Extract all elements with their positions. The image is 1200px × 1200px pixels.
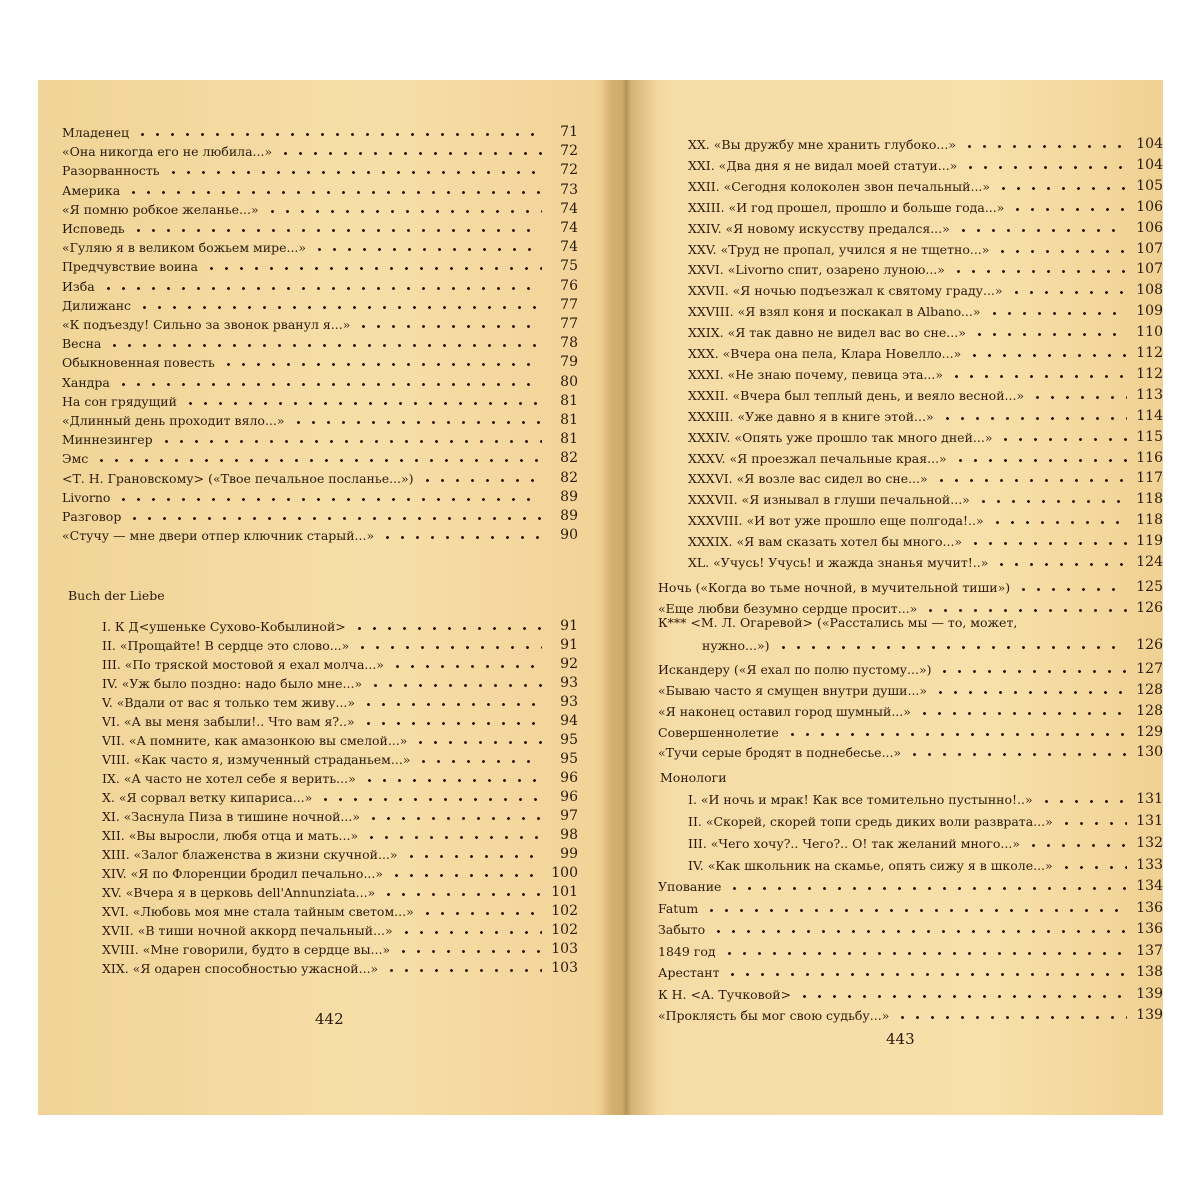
toc-entry (688, 255, 1163, 277)
dot-leader (127, 517, 542, 520)
entry-page-number: 107 (1136, 261, 1163, 278)
entry-page-number: 136 (1136, 899, 1163, 916)
toc-entry (102, 954, 578, 976)
entry-page-number: 82 (560, 469, 578, 486)
dot-leader (967, 354, 1127, 357)
entry-page-number: 132 (1136, 835, 1163, 851)
entry-title: Дилижанс (62, 297, 132, 313)
toc-entry (688, 851, 1163, 873)
entry-title: III. «Чего хочу?.. Чего?.. О! так желаний много...» (688, 836, 1020, 851)
entry-title: XXVI. «Livorno спит, озарено луною...» (688, 262, 945, 278)
entry-page-number: 103 (551, 960, 578, 976)
entry-title: XXXIV. «Опять уже прошло так много дней...» (688, 429, 993, 445)
entry-page-number: 136 (1136, 921, 1163, 937)
dot-leader (996, 187, 1127, 190)
dot-leader (956, 229, 1127, 232)
toc-entry (658, 738, 1163, 760)
entry-title: XXVII. «Я ночью подъезжал к святому граду...» (688, 283, 1003, 299)
dot-leader (355, 646, 542, 649)
entry-title: Ночь («Когда во тьме ночной, в мучительной тиши») (658, 580, 1011, 595)
entry-page-number: 96 (560, 770, 578, 786)
entry-title: XVI. «Любовь моя мне стала тайным светом...» (102, 904, 414, 919)
toc-entry (688, 235, 1163, 257)
entry-page-number: 105 (1136, 177, 1163, 194)
dot-leader (183, 402, 542, 405)
toc-entry (688, 444, 1163, 466)
entry-title: XXXV. «Я проезжал печальные края...» (688, 450, 947, 466)
entry-page-number: 89 (560, 508, 578, 524)
entry-title: Эмс (62, 451, 89, 467)
entry-title: XXXVII. «Я изнывал в глуши печальной...» (688, 492, 970, 508)
entry-title: «Я помню робкое желанье...» (62, 201, 259, 217)
entry-title: IV. «Уж было поздно: надо было мне...» (102, 676, 363, 691)
entry-page-number: 91 (560, 618, 578, 634)
entry-title: «Бываю часто я смущен внутри души...» (658, 682, 928, 698)
entry-title: XXIV. «Я новому искусству предался...» (688, 220, 950, 236)
right-page (618, 80, 1163, 1115)
entry-title: II. «Скорей, скорей топи средь диких воли разврата...» (688, 814, 1053, 829)
entry-title: XV. «Вчера я в церковь dell'Annunziata...» (102, 885, 376, 900)
entry-page-number: 89 (560, 488, 578, 505)
entry-page-number: 117 (1136, 470, 1163, 487)
entry-page-number: 99 (560, 846, 578, 862)
dot-leader (384, 969, 542, 972)
toc-entry (658, 872, 1163, 894)
toc-entry (688, 130, 1163, 152)
entry-page-number: 75 (560, 258, 578, 275)
toc-entry (658, 937, 1163, 959)
dot-leader (990, 521, 1127, 524)
dot-leader (396, 950, 542, 953)
dot-leader (362, 779, 542, 782)
dot-leader (953, 459, 1127, 462)
dot-leader (797, 995, 1127, 998)
entry-title: Искандеру («Я ехал по полю пустому...») (658, 661, 932, 677)
dot-leader (413, 741, 542, 744)
dot-leader (107, 344, 542, 347)
dot-leader (318, 798, 542, 801)
toc-entry (688, 485, 1163, 507)
dot-leader (101, 287, 542, 290)
entry-title: III. «По тряской мостовой я ехал молча...» (102, 657, 384, 672)
dot-leader (923, 609, 1127, 612)
entry-title: Исповедь (62, 221, 125, 236)
toc-entry (658, 1001, 1163, 1023)
entry-page-number: 128 (1136, 681, 1163, 698)
entry-title: XXXII. «Вчера был теплый день, и веяло весной...» (688, 387, 1025, 403)
dot-leader (389, 874, 542, 877)
dot-leader (204, 267, 542, 270)
entry-title: «Еще любви безумно сердце просит...» (658, 600, 918, 616)
dot-leader (785, 733, 1127, 736)
dot-leader (917, 712, 1127, 715)
entry-title: V. «Вдали от вас я только тем живу...» (102, 695, 356, 710)
entry-page-number: 133 (1136, 857, 1163, 873)
entry-page-number: 116 (1136, 449, 1163, 466)
entry-title: XIX. «Я одарен способностью ужасной...» (102, 961, 379, 976)
dot-leader (361, 703, 542, 706)
toc-entry (688, 548, 1163, 570)
dot-leader (159, 440, 542, 443)
entry-page-number: 125 (1136, 579, 1163, 595)
entry-page-number: 113 (1136, 386, 1163, 403)
entry-title: Хандра (62, 374, 110, 390)
dot-leader (420, 479, 542, 482)
entry-page-number: 131 (1136, 791, 1163, 807)
toc-entry (688, 381, 1163, 403)
entry-title: нужно...») (702, 637, 770, 653)
left-page (38, 80, 594, 1115)
entry-title: IV. «Как школьник на скамье, опять сижу я в школе...» (688, 858, 1053, 873)
toc-entry (658, 655, 1163, 677)
entry-page-number: 74 (560, 200, 578, 217)
toc-entry (688, 318, 1163, 340)
toc-entry (688, 214, 1163, 236)
dot-leader (399, 931, 542, 934)
toc-entry (688, 339, 1163, 361)
entry-page-number: 102 (551, 922, 578, 938)
dot-leader (135, 133, 542, 136)
dot-leader (364, 836, 542, 839)
entry-page-number: 103 (551, 941, 578, 957)
entry-page-number: 112 (1136, 345, 1163, 361)
entry-title: XXI. «Два дня я не видал моей статуи...» (688, 157, 958, 173)
toc-entry (688, 464, 1163, 486)
toc-entry (658, 980, 1163, 1002)
dot-leader (390, 665, 542, 668)
entry-title: 1849 год (658, 943, 716, 959)
entry-title: «К подъезду! Сильно за звонок рванул я...» (62, 317, 351, 332)
entry-title: I. «И ночь и мрак! Как все томительно пустынно!..» (688, 792, 1033, 807)
toc-entry (62, 521, 578, 543)
entry-page-number: 100 (551, 865, 578, 881)
dot-leader (166, 171, 542, 174)
entry-title: XL. «Учусь! Учусь! и жажда знанья мучит!..» (688, 555, 989, 570)
entry-title: XII. «Вы выросли, любя отца и мать...» (102, 828, 359, 843)
dot-leader (711, 930, 1127, 933)
entry-title: VII. «А помните, как амазонкою вы смелой...» (102, 733, 408, 748)
dot-leader (998, 438, 1127, 441)
dot-leader (951, 270, 1127, 273)
toc-entry (658, 615, 1163, 653)
entry-page-number: 90 (560, 527, 578, 544)
entry-title: Изба (62, 278, 95, 294)
entry-page-number: 134 (1136, 878, 1163, 894)
entry-title: Livorno (62, 489, 111, 505)
entry-page-number: 96 (560, 789, 578, 805)
dot-leader (380, 536, 542, 539)
entry-title: XI. «Заснула Пиза в тишине ночной...» (102, 809, 360, 824)
entry-title: XXXIX. «Я вам сказать хотел бы много...» (688, 534, 963, 550)
toc-entry (688, 402, 1163, 424)
entry-title: Разорванность (62, 163, 160, 179)
entry-title-continuation (658, 633, 1163, 653)
toc-entry (688, 807, 1163, 829)
entry-page-number: 124 (1136, 554, 1163, 570)
toc-entry (658, 573, 1163, 595)
dot-leader (722, 952, 1127, 955)
toc-entry (688, 172, 1163, 194)
entry-page-number: 139 (1136, 1007, 1163, 1023)
entry-page-number: 128 (1136, 702, 1163, 719)
entry-title: XX. «Вы дружбу мне хранить глубоко...» (688, 137, 956, 152)
dot-leader (949, 375, 1127, 378)
dot-leader (933, 691, 1127, 694)
entry-page-number: 92 (560, 656, 578, 672)
entry-title: XXXVIII. «И вот уже прошло еще полгода!..» (688, 513, 984, 529)
entry-page-number: 81 (560, 392, 578, 409)
entry-page-number: 106 (1136, 219, 1163, 236)
entry-page-number: 109 (1136, 303, 1163, 320)
dot-leader (1010, 208, 1127, 211)
entry-title: «Тучи серые бродят в поднебесье...» (658, 745, 902, 761)
dot-leader (404, 855, 542, 858)
entry-title: «Проклясть бы мог свою судьбу...» (658, 1008, 890, 1023)
entry-page-number: 102 (551, 903, 578, 919)
dot-leader (704, 909, 1127, 912)
entry-title: Весна (62, 336, 102, 352)
entry-title: VIII. «Как часто я, измученный страданьем...» (102, 752, 411, 767)
entry-page-number: 106 (1136, 198, 1163, 215)
dot-leader (291, 421, 542, 424)
entry-title: «Она никогда его не любила...» (62, 144, 273, 160)
entry-page-number: 97 (560, 808, 578, 824)
toc-entry (688, 829, 1163, 851)
book-spread (38, 80, 1163, 1115)
dot-leader (312, 248, 542, 251)
entry-title: Совершеннолетие (658, 724, 779, 740)
dot-leader (137, 306, 542, 309)
entry-title: Арестант (658, 965, 720, 980)
dot-leader (116, 383, 542, 386)
dot-leader (937, 670, 1127, 673)
entry-page-number: 93 (560, 694, 578, 710)
entry-page-number: 72 (560, 143, 578, 160)
entry-title: Предчувствие воина (62, 259, 198, 275)
entry-page-number: 137 (1136, 942, 1163, 959)
entry-page-number: 118 (1136, 512, 1163, 529)
entry-page-number: 76 (560, 277, 578, 294)
entry-title: Младенец (62, 125, 130, 140)
entry-page-number: 74 (560, 239, 578, 256)
entry-title: <Т. Н. Грановскому> («Твое печальное посланье...») (62, 470, 414, 486)
entry-page-number: 107 (1136, 240, 1163, 257)
entry-title: Fatum (658, 900, 699, 916)
entry-page-number: 98 (560, 827, 578, 843)
toc-entry (688, 193, 1163, 215)
dot-leader (116, 498, 542, 501)
toc-entry (658, 915, 1163, 937)
entry-title: XXV. «Труд не пропал, учился я не тщетно...» (688, 241, 990, 257)
dot-leader (962, 145, 1127, 148)
dot-leader (940, 417, 1127, 420)
entry-page-number: 139 (1136, 985, 1163, 1002)
toc-entry (688, 276, 1163, 298)
toc-entry (688, 297, 1163, 319)
entry-title: Забыто (658, 922, 706, 937)
dot-leader (776, 646, 1128, 649)
entry-page-number: 81 (560, 431, 578, 448)
entry-page-number: 79 (560, 354, 578, 371)
entry-title: К Н. <А. Тучковой> (658, 986, 792, 1002)
toc-entry (688, 527, 1163, 549)
entry-page-number: 104 (1136, 136, 1163, 152)
page-number: 443 (886, 1030, 915, 1048)
dot-leader (995, 250, 1127, 253)
entry-title: «Гуляю я в великом божьем мире...» (62, 240, 307, 256)
entry-page-number: 112 (1136, 365, 1163, 382)
toc-entry (688, 423, 1163, 445)
entry-title: На сон грядущий (62, 393, 177, 409)
entry-title: XVII. «В тиши ночной аккорд печальный...» (102, 923, 393, 938)
entry-title: Обыкновенная повесть (62, 355, 215, 371)
dot-leader (934, 479, 1127, 482)
dot-leader (1009, 291, 1127, 294)
dot-leader (725, 973, 1127, 976)
entry-page-number: 77 (560, 296, 578, 313)
entry-page-number: 81 (560, 412, 578, 428)
entry-title: I. К Д<ушеньке Сухово-Кобылиной> (102, 619, 346, 634)
entry-title: XXX. «Вчера она пела, Клара Новелло...» (688, 346, 962, 361)
entry-title: XIV. «Я по Флоренции бродил печально...» (102, 866, 384, 881)
toc-entry (658, 676, 1163, 698)
entry-page-number: 94 (560, 713, 578, 729)
entry-page-number: 115 (1136, 428, 1163, 445)
toc-entry (658, 697, 1163, 719)
dot-leader (356, 325, 542, 328)
dot-leader (1039, 800, 1127, 803)
dot-leader (968, 542, 1127, 545)
entry-title: «Я наконец оставил город шумный...» (658, 703, 911, 719)
entry-page-number: 91 (560, 637, 578, 653)
entry-page-number: 126 (1136, 599, 1163, 616)
entry-page-number: 126 (1136, 636, 1163, 653)
entry-page-number: 72 (560, 162, 578, 179)
toc-entry (688, 506, 1163, 528)
dot-leader (221, 363, 542, 366)
toc-entry (658, 958, 1163, 980)
entry-title: XXIX. «Я так давно не видел вас во сне...» (688, 325, 966, 341)
dot-leader (416, 760, 542, 763)
dot-leader (1059, 866, 1127, 869)
toc-entry (688, 785, 1163, 807)
dot-leader (1016, 588, 1127, 591)
entry-title: XXVIII. «Я взял коня и поскакал в Albano...» (688, 304, 981, 320)
entry-page-number: 80 (560, 373, 578, 390)
entry-title: XXXI. «Не знаю почему, певица эта...» (688, 366, 943, 382)
toc-entry (688, 360, 1163, 382)
entry-page-number: 73 (560, 181, 578, 198)
entry-page-number: 119 (1136, 533, 1163, 550)
entry-page-number: 101 (551, 884, 578, 900)
entry-page-number: 131 (1136, 813, 1163, 829)
entry-title: XXIII. «И год прошел, прошло и больше года...» (688, 199, 1005, 215)
dot-leader (987, 312, 1127, 315)
entry-page-number: 114 (1136, 407, 1163, 424)
entry-page-number: 110 (1136, 324, 1163, 341)
entry-page-number: 95 (560, 732, 578, 748)
dot-leader (420, 912, 542, 915)
entry-title: Миннезингер (62, 432, 153, 448)
entry-title: XXII. «Сегодня колоколен звон печальный...» (688, 178, 991, 194)
entry-title: XXXIII. «Уже давно я в книге этой...» (688, 408, 934, 424)
toc-entry (658, 594, 1163, 616)
page-number: 442 (315, 1010, 344, 1028)
entry-title: «Длинный день проходит вяло...» (62, 413, 285, 428)
entry-page-number: 71 (560, 124, 578, 140)
entry-page-number: 130 (1136, 744, 1163, 761)
dot-leader (976, 500, 1127, 503)
dot-leader (1026, 844, 1127, 847)
dot-leader (368, 684, 542, 687)
entry-title: XVIII. «Мне говорили, будто в сердце вы...» (102, 942, 391, 957)
toc-entry (658, 718, 1163, 740)
dot-leader (126, 191, 542, 194)
toc-entry (688, 151, 1163, 173)
dot-leader (278, 152, 542, 155)
dot-leader (361, 722, 542, 725)
entry-page-number: 95 (560, 751, 578, 767)
dot-leader (94, 459, 542, 462)
dot-leader (1030, 396, 1127, 399)
entry-page-number: 129 (1136, 723, 1163, 740)
toc-entry (658, 894, 1163, 916)
section-heading-monologi: Монологи (660, 770, 727, 785)
dot-leader (727, 887, 1127, 890)
entry-title: VI. «А вы меня забыли!.. Что вам я?..» (102, 714, 355, 729)
dot-leader (994, 563, 1127, 566)
entry-title: Упование (658, 879, 722, 894)
dot-leader (381, 893, 542, 896)
entry-page-number: 127 (1136, 660, 1163, 677)
entry-page-number: 74 (560, 220, 578, 236)
entry-page-number: 104 (1136, 156, 1163, 173)
dot-leader (366, 817, 542, 820)
entry-title: «Стучу — мне двери отпер ключник старый...» (62, 528, 375, 544)
entry-title: II. «Прощайте! В сердце это слово...» (102, 638, 350, 653)
entry-title: К*** <М. Л. Огаревой> («Расстались мы — то, может, (658, 614, 1018, 630)
entry-page-number: 118 (1136, 491, 1163, 508)
dot-leader (1059, 822, 1127, 825)
dot-leader (895, 1016, 1127, 1019)
dot-leader (963, 166, 1127, 169)
entry-page-number: 138 (1136, 964, 1163, 980)
entry-page-number: 93 (560, 675, 578, 691)
entry-page-number: 77 (560, 316, 578, 332)
entry-page-number: 82 (560, 450, 578, 467)
entry-title: X. «Я сорвал ветку кипариса...» (102, 790, 313, 805)
entry-title: XXXVI. «Я возле вас сидел во сне...» (688, 471, 928, 487)
section-heading-buch-der-liebe: Buch der Liebe (68, 588, 165, 603)
entry-title: Разговор (62, 509, 122, 524)
dot-leader (972, 333, 1127, 336)
entry-page-number: 78 (560, 335, 578, 352)
dot-leader (352, 627, 542, 630)
entry-title: Америка (62, 182, 121, 198)
dot-leader (131, 229, 542, 232)
entry-page-number: 108 (1136, 282, 1163, 299)
entry-title: IX. «А часто не хотел себе я верить...» (102, 771, 356, 786)
dot-leader (265, 210, 542, 213)
dot-leader (907, 753, 1127, 756)
entry-title: XIII. «Залог блаженства в жизни скучной...» (102, 847, 398, 862)
